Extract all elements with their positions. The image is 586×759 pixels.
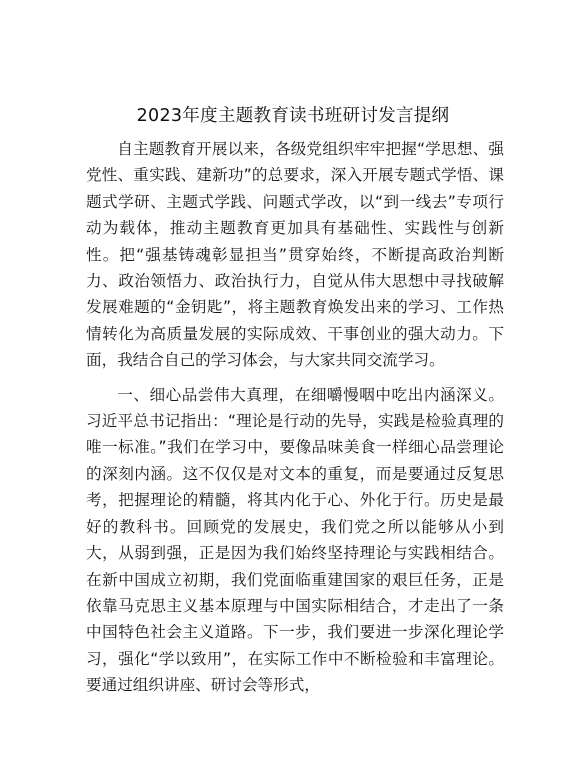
section-one-paragraph: 一、细心品尝伟大真理，在细嚼慢咽中吃出内涵深义。习近平总书记指出：“理论是行动的先导，实践是检验真理的唯一标准。”我们在学习中，要像品味美食一样细心品尝理论的深刻内涵。这不仅仅是对文本的重复，而是要通过反复思考，把握理论的精髓，将其内化于心、外化于行。历史是最好的教科书。回顾党的发展史，我们党之所以能够从小到大，从弱到强，正是因为我们始终坚持理论与实践相结合。在新中国成立初期，我们党面临重建国家的艰巨任务，正是依靠马克思主义基本原理与中国实际相结合，才走出了一条中国特色社会主义道路。下一步，我们要进一步深化理论学习，强化“学以致用”，在实际工作中不断检验和丰富理论。要通过组织讲座、研讨会等形式，	[86, 385, 504, 695]
document-body	[86, 136, 504, 699]
document-title: 2023年度主题教育读书班研讨发言提纲	[136, 106, 450, 126]
intro-paragraph: 自主题教育开展以来，各级党组织牢牢把握“学思想、强党性、重实践、建新功”的总要求，深入开展专题式学悟、课题式学研、主题式学践、问题式学改，以“到一线去”专项行动为载体，推动主题教育更加具有基础性、实践性与创新性。把“强基铸魂彰显担当”贯穿始终，不断提高政治判断力、政治领悟力、政治执行力，自觉从伟大思想中寻找破解发展难题的“金钥匙”，将主题教育焕发出来的学习、工作热情转化为高质量发展的实际成效、干事创业的强大动力。下面，我结合自己的学习体会，与大家共同交流学习。	[86, 140, 504, 370]
